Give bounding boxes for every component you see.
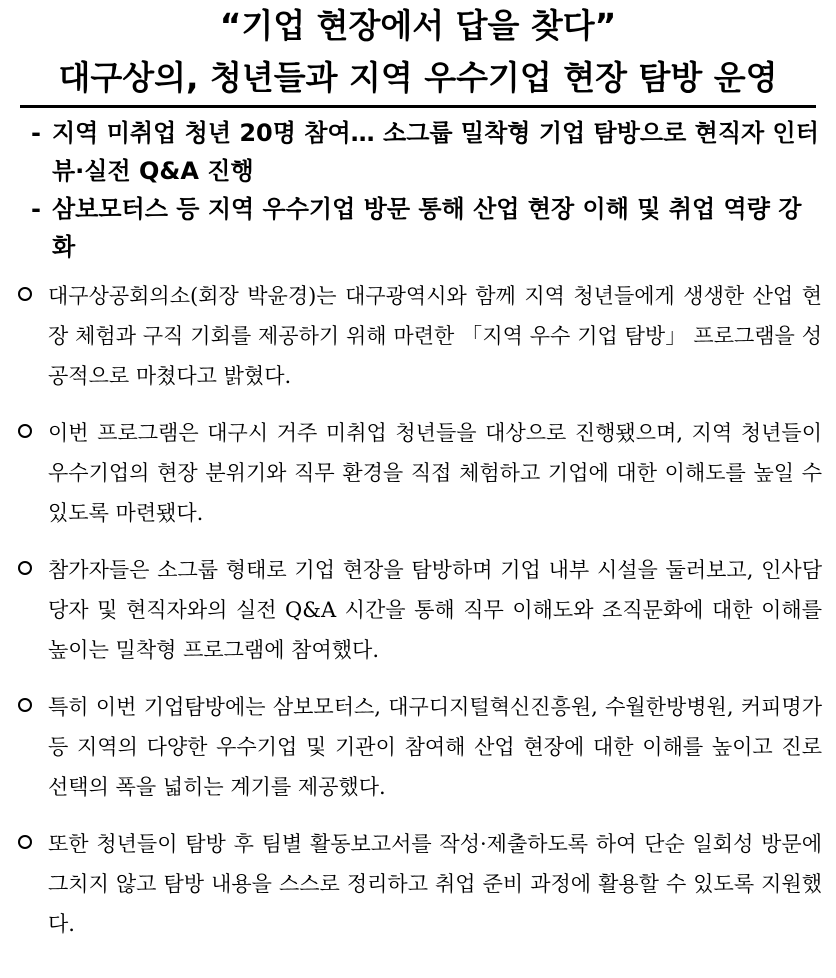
article-body	[18, 276, 822, 961]
body-paragraph	[18, 413, 822, 533]
circle-bullet-icon	[18, 687, 48, 807]
circle-bullet-icon	[18, 276, 48, 396]
subheading-text: 삼보모터스 등 지역 우수기업 방문 통해 산업 현장 이해 및 취업 역량 강화	[52, 195, 802, 261]
paragraph-text: 또한 청년들이 탐방 후 팀별 활동보고서를 작성·제출하도록 하여 단순 일회성 방문에 그치지 않고 탐방 내용을 스스로 정리하고 취업 준비 과정에 활용할 수 있도록 지원했다.	[48, 832, 822, 936]
body-paragraph	[18, 550, 822, 670]
paragraph-text: 대구상공회의소(회장 박윤경)는 대구광역시와 함께 지역 청년들에게 생생한 산업 현장 체험과 구직 기회를 제공하기 위해 마련한 「지역 우수 기업 탐방」 프로그램을 성공적으로 마쳤다고 밝혔다.	[48, 284, 822, 388]
circle-bullet-icon	[18, 413, 48, 533]
paragraph-text: 참가자들은 소그룹 형태로 기업 현장을 탐방하며 기업 내부 시설을 둘러보고, 인사담당자 및 현직자와의 실전 Q&A 시간을 통해 직무 이해도와 조직문화에 대한 이해를 높이는 밀착형 프로그램에 참여했다.	[48, 558, 822, 662]
subheading-item	[20, 114, 820, 190]
paragraph-text: 이번 프로그램은 대구시 거주 미취업 청년들을 대상으로 진행됐으며, 지역 청년들이 우수기업의 현장 분위기와 직무 환경을 직접 체험하고 기업에 대한 이해도를 높일 수 있도록 마련됐다.	[48, 421, 822, 525]
body-paragraph	[18, 824, 822, 944]
headline-line-2: 대구상의, 청년들과 지역 우수기업 현장 탐방 운영	[58, 58, 778, 97]
headline	[0, 0, 836, 104]
dash-marker: -	[31, 195, 41, 223]
subheadings	[20, 114, 820, 266]
headline-line-1: “기업 현장에서 답을 찾다”	[219, 6, 617, 45]
body-paragraph	[18, 687, 822, 807]
paragraph-text: 특히 이번 기업탐방에는 삼보모터스, 대구디지털혁신진흥원, 수월한방병원, 커피명가 등 지역의 다양한 우수기업 및 기관이 참여해 산업 현장에 대한 이해를 높이고 진로 선택의 폭을 넓히는 계기를 제공했다.	[48, 695, 822, 799]
subheading-item	[20, 190, 820, 266]
body-paragraph	[18, 276, 822, 396]
subheading-text: 지역 미취업 청년 20명 참여… 소그룹 밀착형 기업 탐방으로 현직자 인터뷰·실전 Q&A 진행	[52, 119, 819, 185]
circle-bullet-icon	[18, 824, 48, 944]
dash-marker: -	[31, 119, 41, 147]
circle-bullet-icon	[18, 550, 48, 670]
headline-divider	[20, 105, 816, 108]
